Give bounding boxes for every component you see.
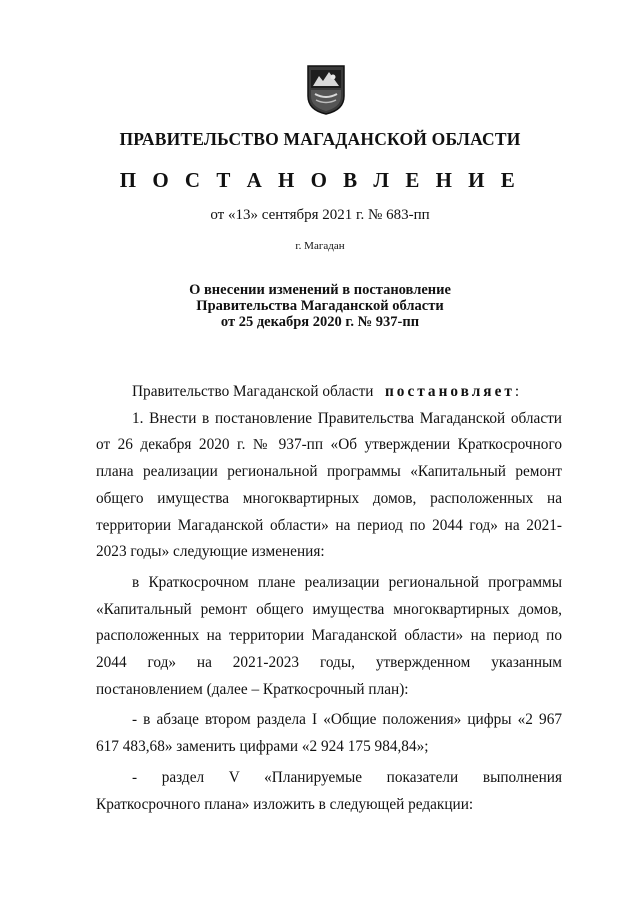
document-body bbox=[96, 379, 562, 818]
intro-suffix: : bbox=[514, 383, 520, 400]
subject-line: Правительства Магаданской области bbox=[196, 298, 444, 314]
document-date-number: от «13» сентября 2021 г. № 683-пп bbox=[210, 207, 430, 223]
coat-of-arms-graphic bbox=[305, 64, 347, 116]
document-city: г. Магадан bbox=[295, 240, 345, 252]
government-title: ПРАВИТЕЛЬСТВО МАГАДАНСКОЙ ОБЛАСТИ bbox=[119, 129, 521, 149]
intro-paragraph bbox=[96, 379, 562, 406]
subject-line: от 25 декабря 2020 г. № 937-пп bbox=[220, 314, 420, 330]
body-paragraph: - в абзаце втором раздела I «Общие положения» цифры «2 967 617 483,68» заменить цифрами «2 924 175 984,84»; bbox=[96, 711, 562, 756]
intro-verb: постановляет bbox=[384, 383, 515, 400]
subject-line: О внесении изменений в постановление bbox=[189, 282, 451, 298]
body-paragraph: 1. Внести в постановление Правительства Магаданской области от 26 декабря 2020 г. № 937-пп «Об утверждении Краткосрочного плана реализации региональной программы «Капитальный ремонт общего имущества многоквартирных домов, расположенных на территории Магаданской области» на период по 2044 год» на 2021-2023 годы» следующие изменения: bbox=[96, 409, 562, 561]
coat-of-arms-icon bbox=[305, 64, 347, 116]
document-subject bbox=[0, 282, 640, 330]
intro-prefix: Правительство Магаданской области bbox=[132, 383, 374, 400]
body-paragraph: в Краткосрочном плане реализации региональной программы «Капитальный ремонт общего имущества многоквартирных домов, расположенных на территории Магаданской области» на период по 2044 год» на 2021-2023 годы, утвержденном указанным постановлением (далее – Краткосрочный план): bbox=[96, 573, 562, 698]
body-paragraph: - раздел V «Планируемые показатели выполнения Краткосрочного плана» изложить в следующей редакции: bbox=[96, 768, 562, 813]
document-type: П О С Т А Н О В Л Е Н И Е bbox=[119, 168, 521, 192]
